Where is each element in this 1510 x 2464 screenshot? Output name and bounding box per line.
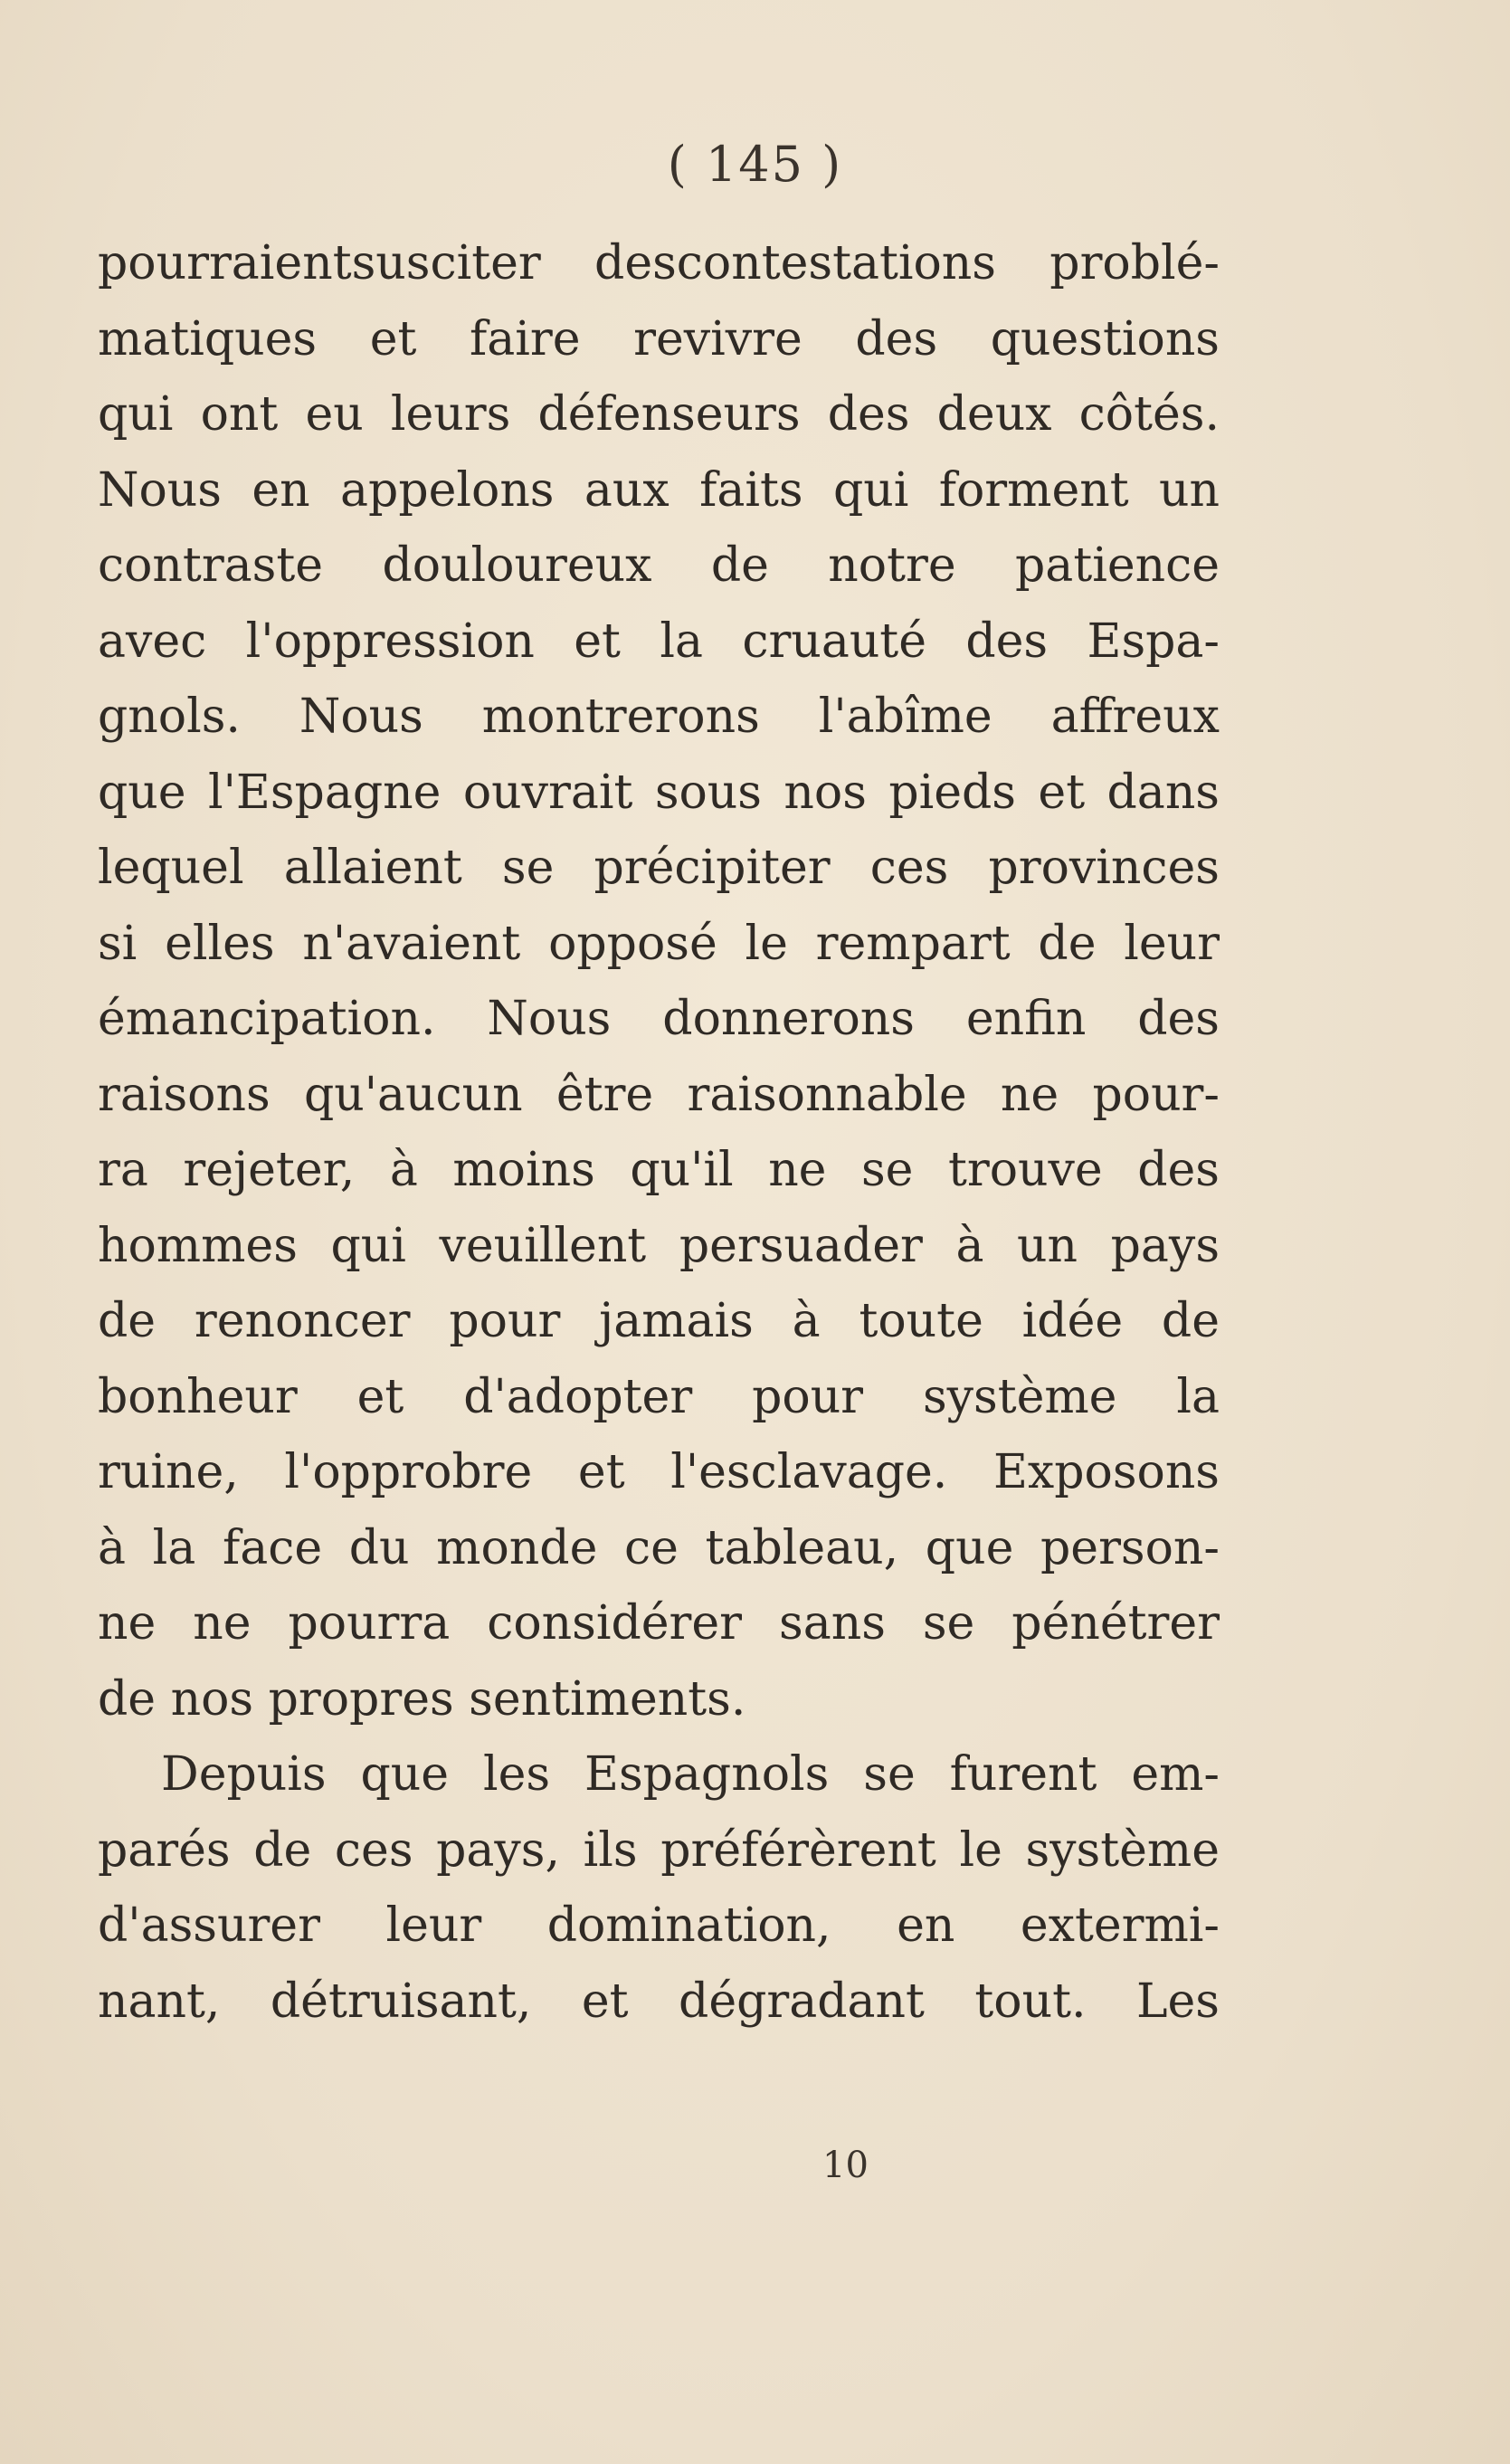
text-line: si elles n'avaient opposé le rempart de leur xyxy=(98,916,1220,971)
text-line: qui ont eu leurs défenseurs des deux côtés. xyxy=(98,387,1220,442)
signature-mark: 10 xyxy=(822,2145,869,2186)
text-line: de renoncer pour jamais à toute idée de xyxy=(98,1294,1220,1348)
text-line: ne ne pourra considérer sans se pénétrer xyxy=(98,1596,1220,1651)
text-line: ruine, l'opprobre et l'esclavage. Exposons xyxy=(98,1445,1220,1499)
text-line: de nos propres sentiments. xyxy=(98,1671,746,1727)
text-line: gnols. Nous montrerons l'abîme affreux xyxy=(98,690,1220,744)
text-line: Depuis que les Espagnols se furent em- xyxy=(161,1747,1220,1802)
text-line: bonheur et d'adopter pour système la xyxy=(98,1369,1220,1424)
text-line: que l'Espagne ouvrait sous nos pieds et dans xyxy=(98,765,1220,820)
text-line: à la face du monde ce tableau, que person- xyxy=(98,1520,1220,1575)
text-line: raisons qu'aucun être raisonnable ne pour- xyxy=(98,1067,1220,1122)
text-line: Nous en appelons aux faits qui forment un xyxy=(98,462,1220,518)
body-text xyxy=(98,226,1220,2040)
text-line: parés de ces pays, ils préférèrent le système xyxy=(98,1822,1220,1878)
text-line: matiques et faire revivre des questions xyxy=(98,311,1220,366)
text-line: ra rejeter, à moins qu'il ne se trouve des xyxy=(98,1143,1220,1197)
text-line: avec l'oppression et la cruauté des Espa- xyxy=(98,614,1220,669)
text-line: pourraientsusciter descontestations problé- xyxy=(98,236,1220,290)
text-line: hommes qui veuillent persuader à un pays xyxy=(98,1218,1220,1273)
text-line: d'assurer leur domination, en extermi- xyxy=(98,1898,1220,1953)
text-line: contraste douloureux de notre patience xyxy=(98,538,1220,593)
text-line: nant, détruisant, et dégradant tout. Les xyxy=(98,1974,1220,2029)
text-line: émancipation. Nous donnerons enfin des xyxy=(98,992,1220,1046)
page-number: ( 145 ) xyxy=(667,136,843,193)
text-line: lequel allaient se précipiter ces provinces xyxy=(98,841,1220,895)
